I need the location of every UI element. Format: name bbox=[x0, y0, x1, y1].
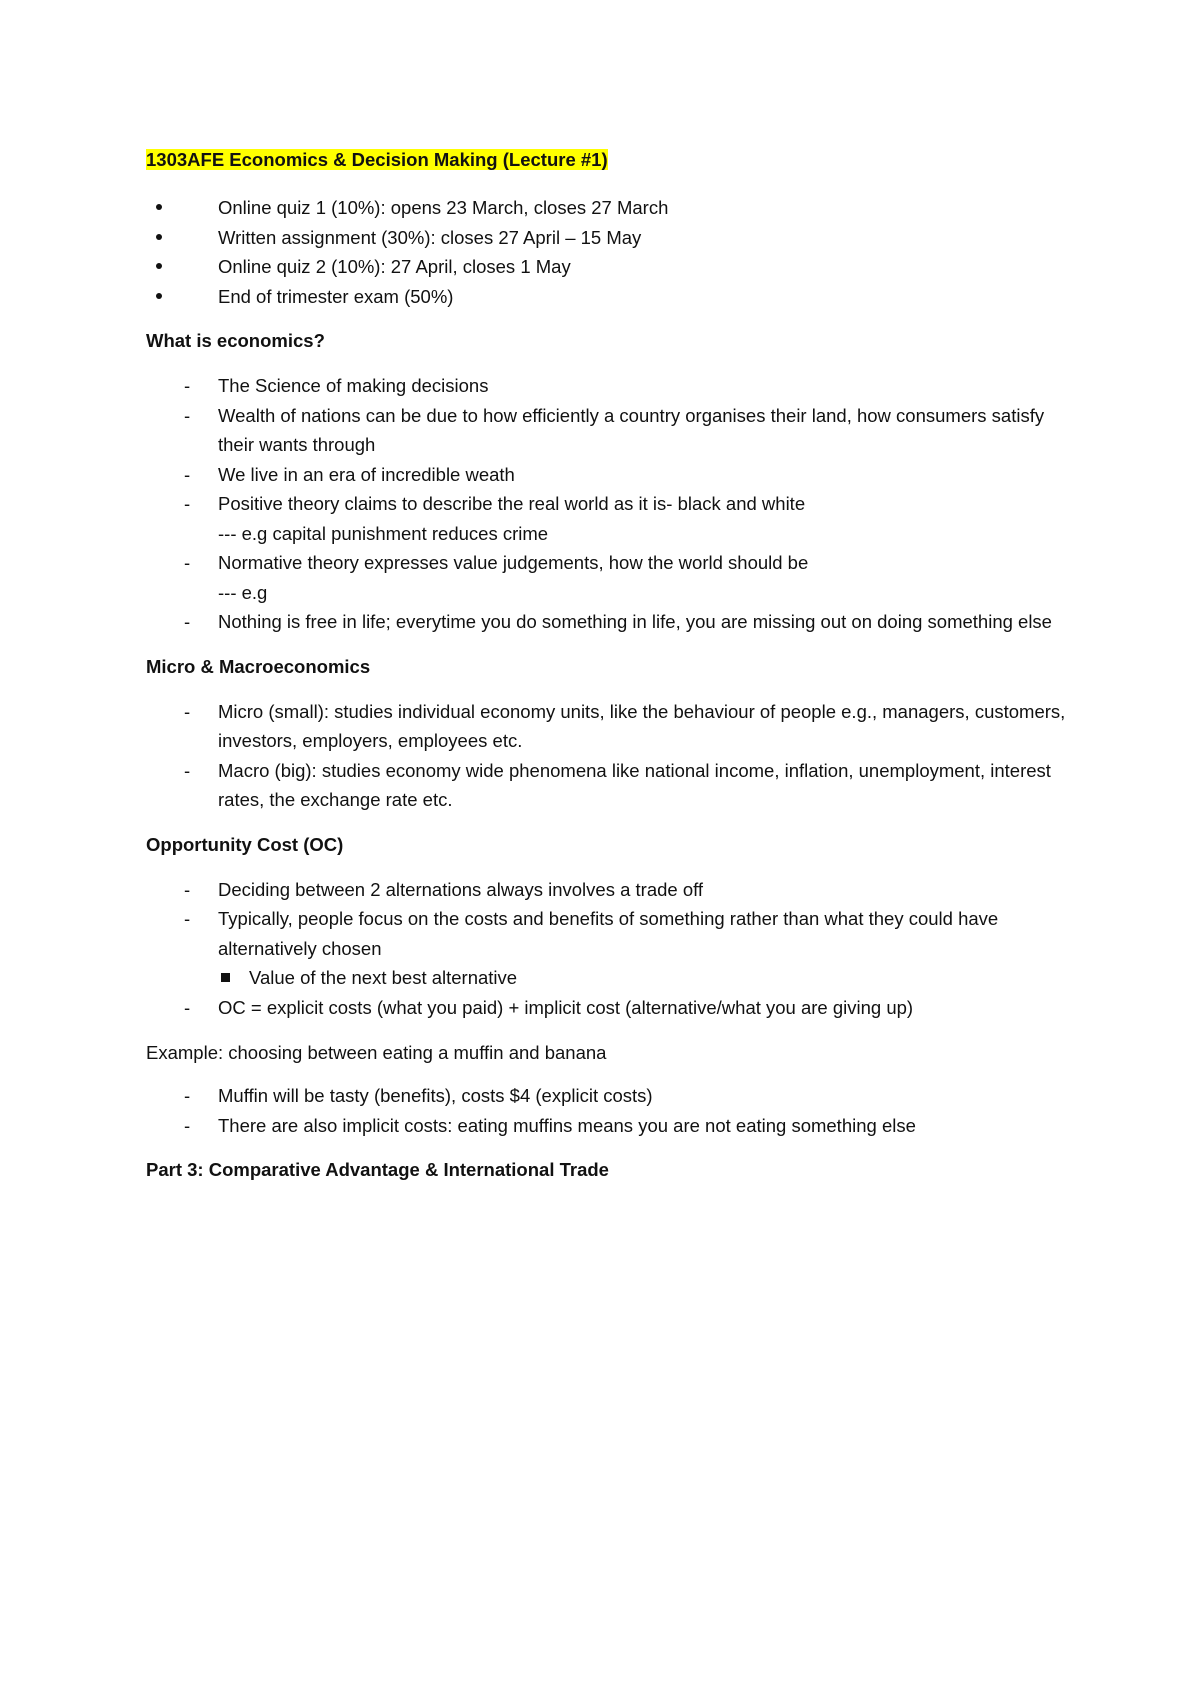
list-item: End of trimester exam (50%) bbox=[146, 282, 1076, 312]
section-heading-part-3: Part 3: Comparative Advantage & International Trade bbox=[146, 1159, 609, 1180]
document-title bbox=[146, 146, 1076, 174]
example-paragraph: Example: choosing between eating a muffin and banana bbox=[146, 1042, 607, 1063]
list-item: - There are also implicit costs: eating muffins means you are not eating something else bbox=[146, 1111, 1076, 1141]
document-page bbox=[146, 146, 1076, 1200]
section-heading-economics: What is economics? bbox=[146, 330, 325, 351]
economics-list bbox=[146, 371, 1076, 637]
section-heading-micro-macro: Micro & Macroeconomics bbox=[146, 655, 371, 677]
example-list bbox=[146, 1081, 1076, 1140]
list-item: Online quiz 2 (10%): 27 April, closes 1 May bbox=[146, 252, 1076, 282]
list-item: Written assignment (30%): closes 27 April – 15 May bbox=[146, 223, 1076, 253]
sub-list-item: Value of the next best alternative bbox=[146, 963, 1076, 993]
opportunity-cost-list bbox=[146, 875, 1076, 1023]
highlighted-title: 1303AFE Economics & Decision Making (Lecture #1) bbox=[146, 149, 608, 170]
list-item: - Deciding between 2 alternations always involves a trade off bbox=[146, 875, 1076, 905]
list-item: - The Science of making decisions bbox=[146, 371, 1076, 401]
list-item: - We live in an era of incredible weath bbox=[146, 460, 1076, 490]
list-item: - Muffin will be tasty (benefits), costs $4 (explicit costs) bbox=[146, 1081, 1076, 1111]
list-item: - OC = explicit costs (what you paid) + implicit cost (alternative/what you are giving up) bbox=[146, 993, 1076, 1023]
section-heading-opportunity-cost: Opportunity Cost (OC) bbox=[146, 833, 344, 855]
list-item bbox=[146, 548, 1076, 607]
list-item-text: Positive theory claims to describe the real world as it is- black and white bbox=[218, 493, 806, 514]
assessment-list bbox=[146, 193, 1076, 311]
list-item: - Micro (small): studies individual economy units, like the behaviour of people e.g., managers, customers, investors, employers, employees etc. bbox=[146, 697, 1076, 756]
list-item bbox=[146, 489, 1076, 548]
list-item: - Macro (big): studies economy wide phenomena like national income, inflation, unemployment, interest rates, the exchange rate etc. bbox=[146, 756, 1076, 815]
list-item-example: --- e.g bbox=[218, 581, 268, 603]
list-item: - Typically, people focus on the costs and benefits of something rather than what they could have alternatively chosen bbox=[146, 904, 1076, 963]
micro-macro-list bbox=[146, 697, 1076, 815]
list-item: - Nothing is free in life; everytime you do something in life, you are missing out on doing something else bbox=[146, 607, 1076, 637]
list-item: - Wealth of nations can be due to how efficiently a country organises their land, how consumers satisfy their wants through bbox=[146, 401, 1076, 460]
list-item-example: --- e.g capital punishment reduces crime bbox=[218, 522, 549, 544]
list-item: Online quiz 1 (10%): opens 23 March, closes 27 March bbox=[146, 193, 1076, 223]
list-item-text: Normative theory expresses value judgements, how the world should be bbox=[218, 552, 809, 573]
